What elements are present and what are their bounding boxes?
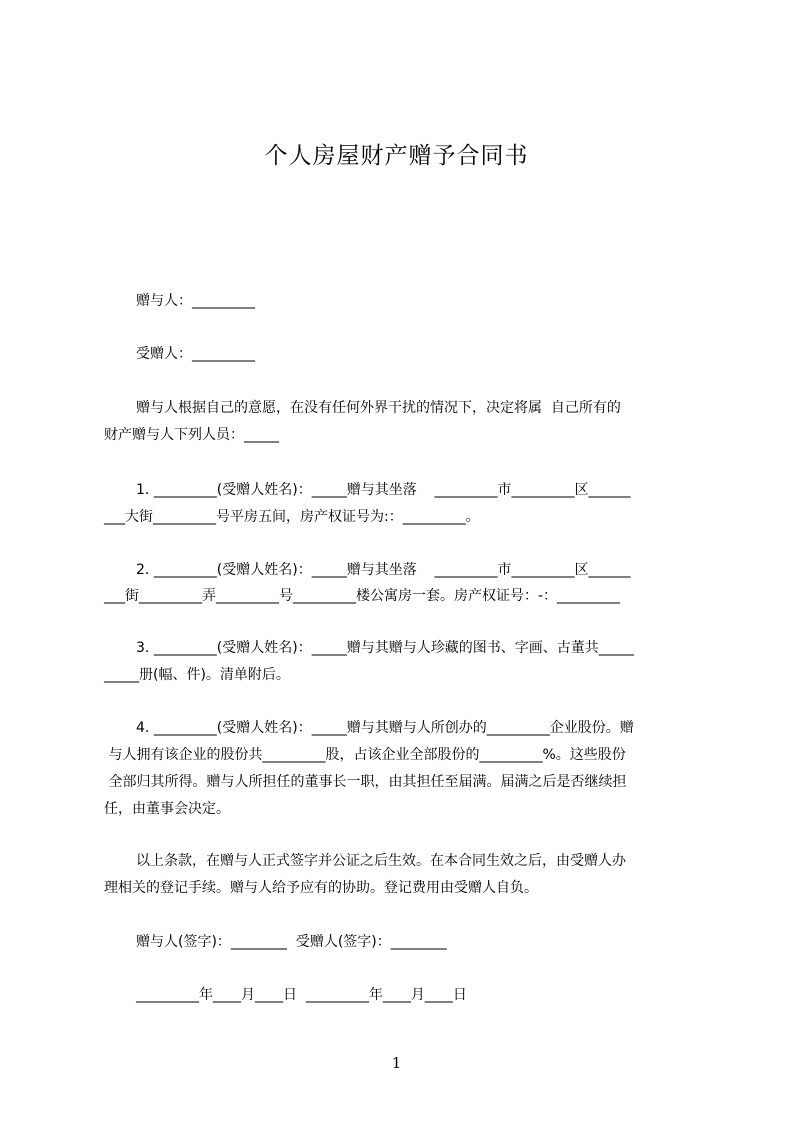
effectiveness-line-1: 以上条款，在赠与人正式签字并公证之后生效。在本合同生效之后，由受赠人办 — [136, 853, 626, 869]
clause-2-line-1: 2. _________(受赠人姓名)：_____赠与其坐落 _________市_________区______ — [136, 562, 631, 578]
effectiveness-line-2: 理相关的登记手续。赠与人给予应有的协助。登记费用由受赠人自负。 — [104, 880, 538, 896]
clause-4-line-2: 与人拥有该企业的股份共_________股，占该企业全部股份的_________%。这些股份 — [104, 747, 626, 763]
clause-3-line-1: 3. _________(受赠人姓名)：_____赠与其赠与人珍藏的图书、字画、古董共_____ — [136, 640, 634, 656]
clause-4-line-4: 任，由董事会决定。 — [104, 801, 230, 817]
intro-line-1: 赠与人根据自己的意愿，在没有任何外界干扰的情况下，决定将属 自己所有的 — [136, 400, 621, 416]
donor-line: 赠与人：_________ — [136, 293, 255, 309]
date-line: _________年____月____日 _________年____月____日 — [136, 987, 467, 1003]
recipient-line: 受赠人：_________ — [136, 346, 255, 362]
clause-2-line-2: ___街_________弄_________号_________楼公寓房一套。房产权证号：-：_________ — [104, 588, 621, 604]
page-number: 1 — [391, 1054, 402, 1072]
clause-3-line-2: _____册(幅、件)。清单附后。 — [104, 667, 290, 683]
clause-1-line-2: ___大街_________号平房五间，房产权证号为:：_________。 — [104, 509, 480, 525]
document-title: 个人房屋财产赠予合同书 — [264, 143, 529, 169]
clause-4-line-1: 4. _________(受赠人姓名)：_____赠与其赠与人所创办的_________企业股份。赠 — [136, 720, 634, 736]
clause-4-line-3: 全部归其所得。赠与人所担任的董事长一职，由其担任至届满。届满之后是否继续担 — [104, 774, 627, 790]
signature-line: 赠与人(签字)：________ 受赠人(签字)：________ — [136, 934, 447, 950]
clause-1-line-1: 1. _________(受赠人姓名)：_____赠与其坐落 _________市_________区______ — [136, 482, 631, 498]
intro-line-2: 财产赠与人下列人员：_____ — [104, 427, 279, 443]
